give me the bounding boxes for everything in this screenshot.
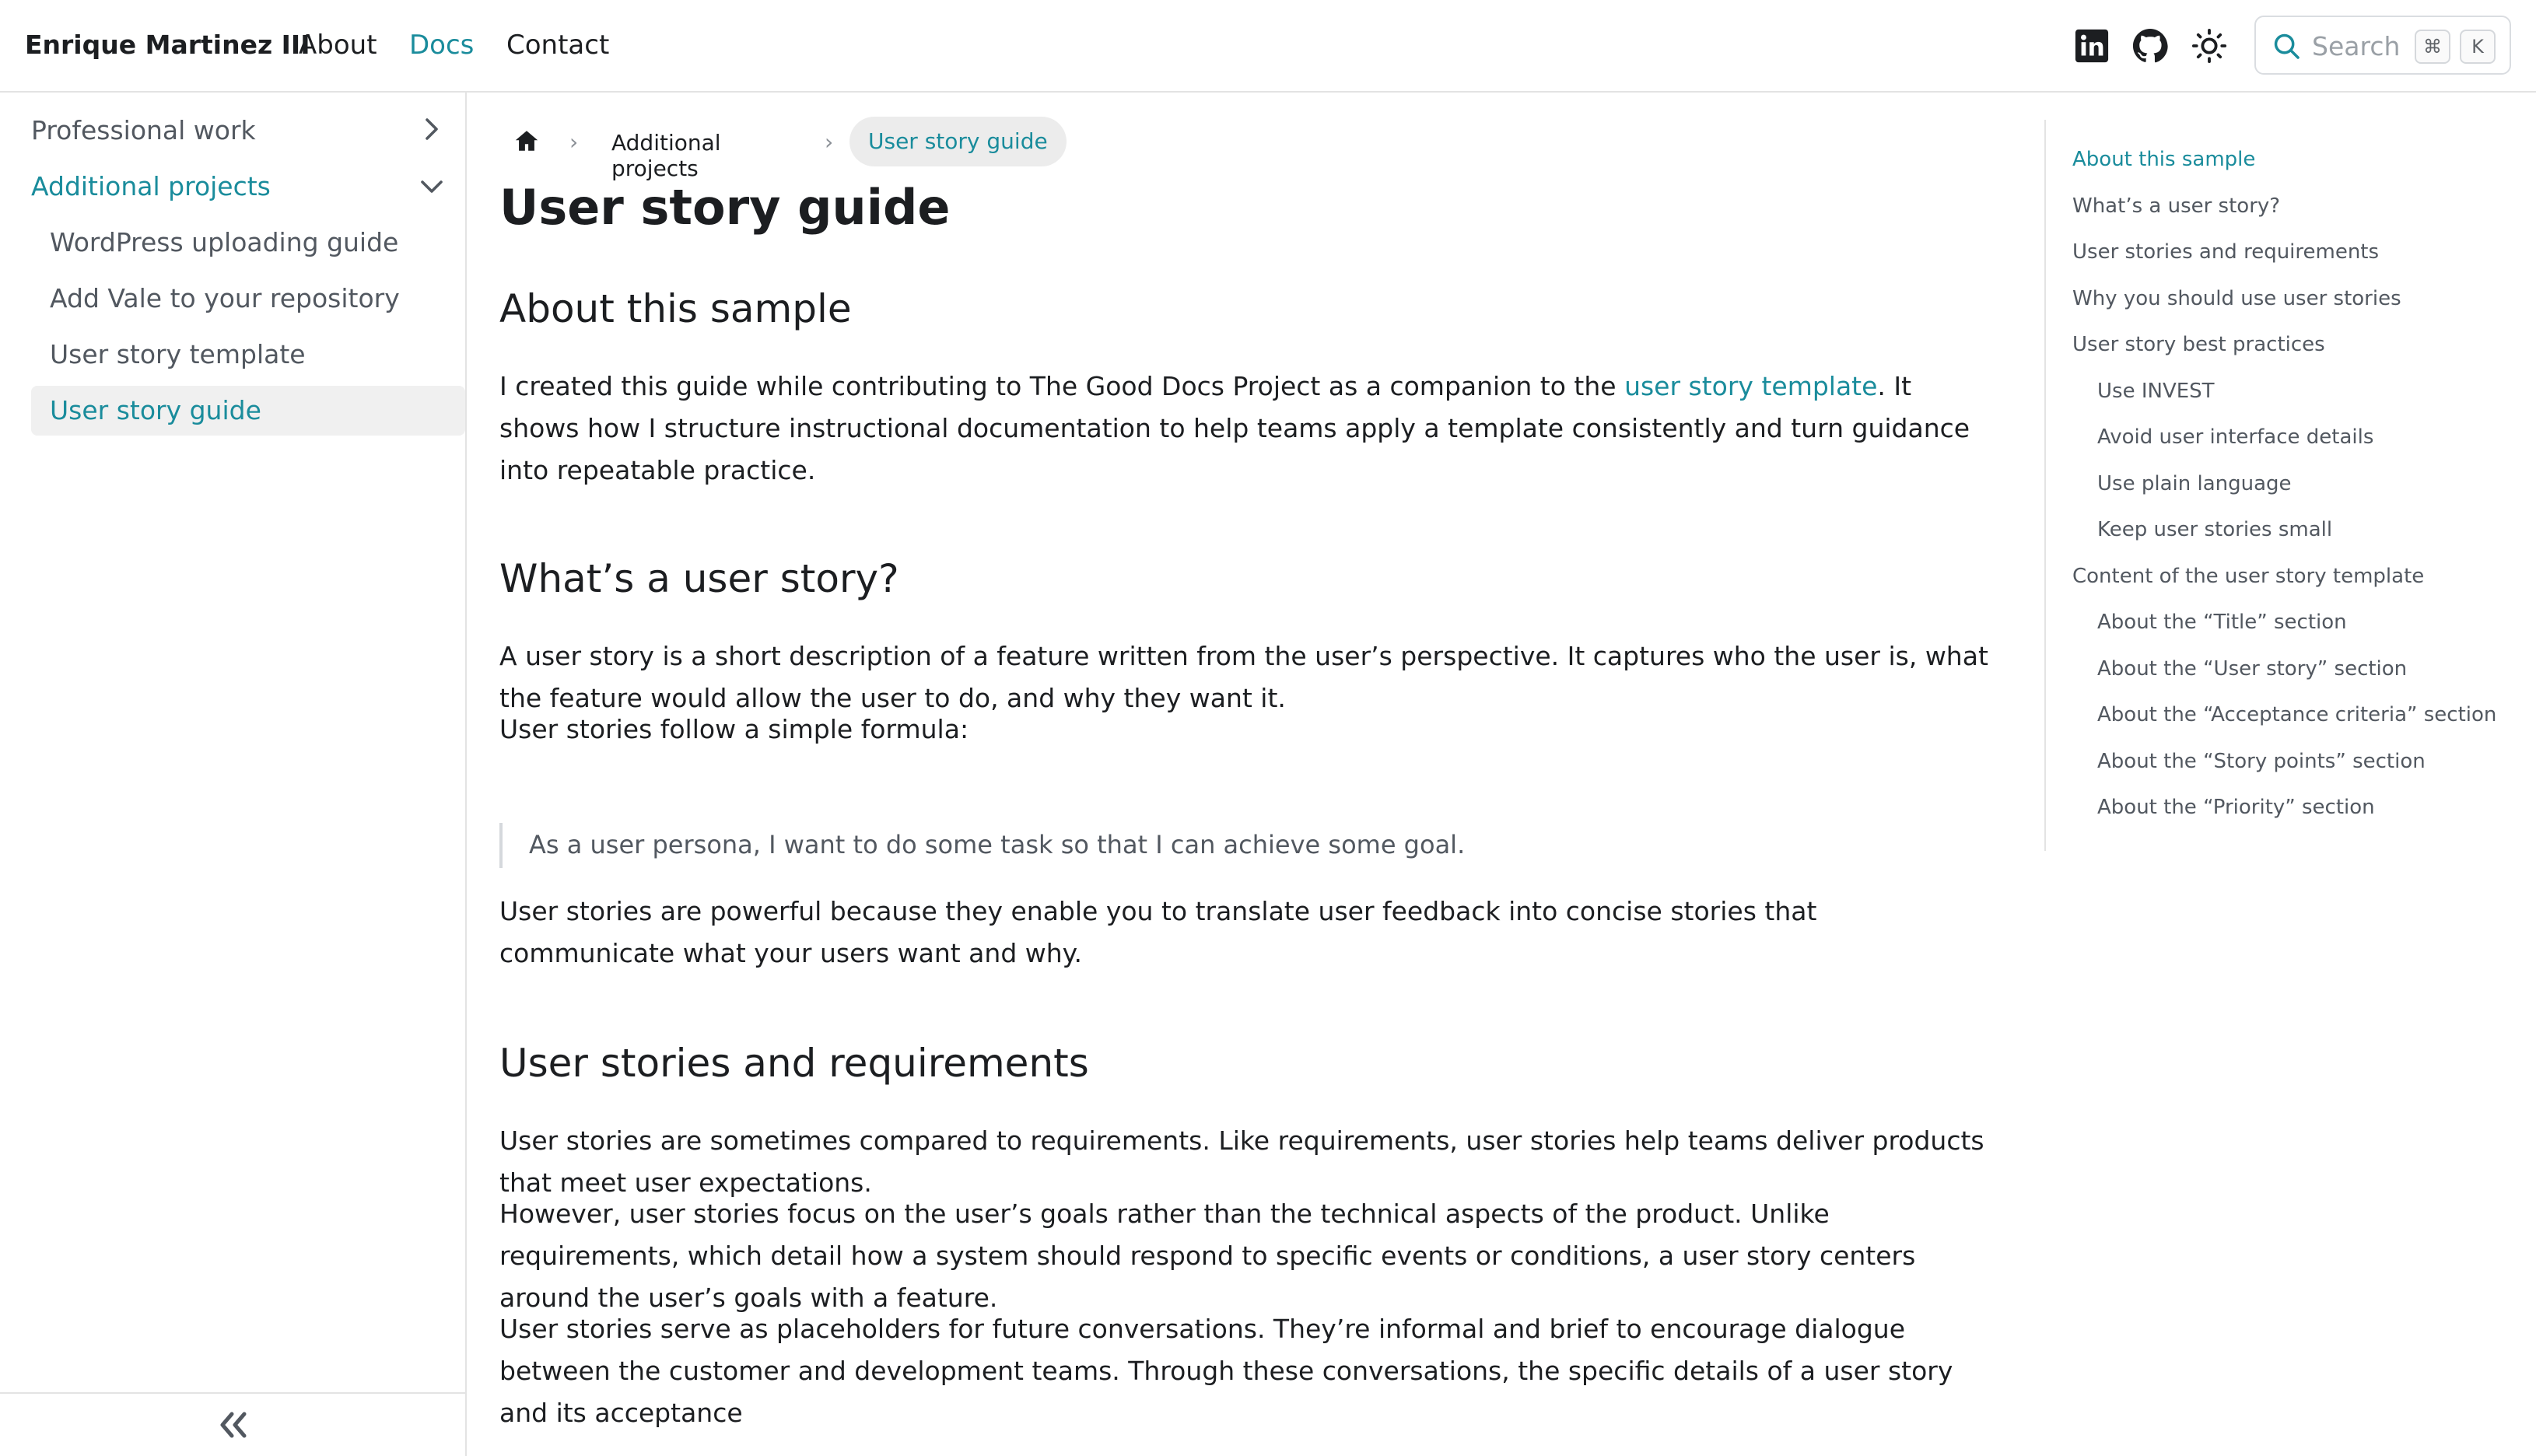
toc-link[interactable]: About the “Title” section	[2097, 611, 2347, 634]
paragraph-about-sample	[499, 366, 1993, 492]
chevron-right-icon[interactable]	[418, 115, 446, 143]
breadcrumb-separator-icon: ›	[569, 129, 579, 155]
docs-sidebar	[0, 93, 467, 1456]
table-of-contents	[2044, 120, 2513, 851]
heading-whats-a-user-story: What’s a user story?	[499, 556, 899, 601]
paragraph-user-goals-focus: However, user stories focus on the user’s goals rather than the technical aspects of the product. Unlike requirements, which detail how a system should respond to specific events or conditions, a user story centers around the user’s goals with a feature.	[499, 1199, 1916, 1313]
sidebar-category-professional-work[interactable]: Professional work	[31, 115, 256, 145]
site-brand[interactable]: Enrique Martinez III	[25, 30, 310, 60]
blockquote-formula: As a user persona, I want to do some task so that I can achieve some goal.	[499, 823, 1977, 868]
toc-link[interactable]: User stories and requirements	[2072, 240, 2380, 264]
theme-toggle-icon[interactable]	[2191, 28, 2227, 64]
kbd-k: K	[2460, 30, 2496, 64]
sidebar-item-user-story-template[interactable]: User story template	[50, 339, 306, 369]
search-placeholder: Search	[2312, 31, 2401, 61]
nav-link-docs[interactable]: Docs	[409, 30, 475, 61]
paragraph-user-story-definition: A user story is a short description of a feature written from the user’s perspective. It captures who the user is, what the feature would allow the user to do, and why they want it.	[499, 641, 1988, 713]
paragraph-why-powerful: User stories are powerful because they enable you to translate user feedback into concise stories that communicate what your users want and why.	[499, 896, 1817, 968]
toc-link[interactable]: Use plain language	[2097, 472, 2292, 495]
toc-link[interactable]: User story best practices	[2072, 333, 2325, 356]
sidebar-item-wordpress-uploading-guide[interactable]: WordPress uploading guide	[50, 227, 399, 257]
page-title: User story guide	[499, 179, 951, 236]
paragraph-text: . It shows how I structure instructional documentation to help teams apply a template consistently and turn guidance into repeatable practice.	[499, 371, 1970, 485]
heading-about-this-sample: About this sample	[499, 286, 852, 331]
nav-link-contact[interactable]: Contact	[506, 30, 610, 61]
heading-user-stories-and-requirements: User stories and requirements	[499, 1041, 1089, 1086]
toc-link[interactable]: About this sample	[2072, 148, 2256, 171]
sidebar-item-user-story-guide[interactable]: User story guide	[50, 395, 261, 425]
double-chevron-left-icon	[215, 1409, 250, 1440]
paragraph-compared-to-requirements: User stories are sometimes compared to requirements. Like requirements, user stories help teams deliver products that meet user expectations.	[499, 1125, 1984, 1198]
linkedin-icon[interactable]	[2074, 28, 2110, 64]
toc-link[interactable]: About the “Acceptance criteria” section	[2097, 703, 2497, 726]
toc-link[interactable]: Avoid user interface details	[2097, 425, 2374, 449]
breadcrumb-current-page: User story guide	[849, 117, 1067, 166]
toc-link[interactable]: About the “Priority” section	[2097, 796, 2375, 819]
toc-link[interactable]: What’s a user story?	[2072, 194, 2281, 218]
toc-link[interactable]: Keep user stories small	[2097, 518, 2333, 541]
paragraph-text: I created this guide while contributing to The Good Docs Project as a companion to the	[499, 371, 1625, 401]
toc-link[interactable]: Use INVEST	[2097, 380, 2215, 403]
paragraph-formula-intro: User stories follow a simple formula:	[499, 714, 969, 744]
toc-link[interactable]: About the “Story points” section	[2097, 750, 2426, 773]
chevron-down-icon[interactable]	[418, 173, 446, 201]
search-button[interactable]	[2254, 16, 2511, 75]
search-icon	[2272, 31, 2301, 61]
breadcrumb-separator-icon: ›	[825, 129, 834, 155]
home-icon[interactable]	[513, 128, 540, 154]
collapse-sidebar-button[interactable]	[0, 1392, 465, 1454]
nav-link-about[interactable]: About	[299, 30, 377, 61]
toc-link[interactable]: Content of the user story template	[2072, 565, 2425, 588]
github-icon[interactable]	[2132, 28, 2168, 64]
sidebar-item-add-vale[interactable]: Add Vale to your repository	[50, 283, 400, 313]
sidebar-category-additional-projects[interactable]: Additional projects	[31, 171, 271, 201]
user-story-template-link[interactable]: user story template	[1624, 371, 1878, 401]
kbd-cmd: ⌘	[2415, 30, 2450, 64]
toc-link[interactable]: Why you should use user stories	[2072, 287, 2401, 310]
breadcrumb-additional-projects[interactable]: Additional projects	[611, 130, 721, 181]
top-navbar	[0, 0, 2536, 93]
paragraph-placeholders: User stories serve as placeholders for future conversations. They’re informal and brief to encourage dialogue between the customer and development teams. Through these conversations, the specific details of a user story and its acceptance	[499, 1314, 1953, 1428]
toc-link[interactable]: About the “User story” section	[2097, 657, 2408, 681]
